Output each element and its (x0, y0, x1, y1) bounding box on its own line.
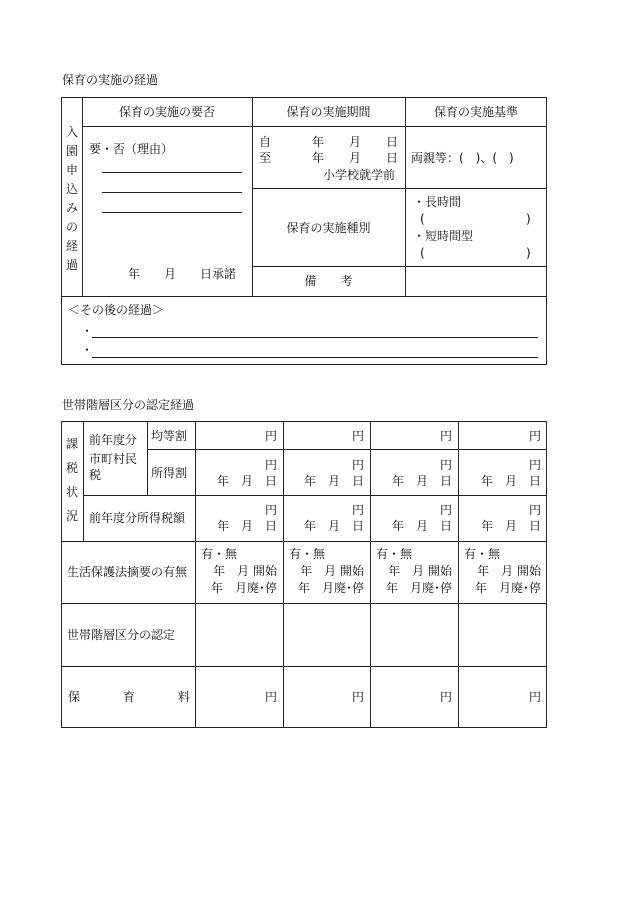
short-hours-option: ・短時間型 (413, 229, 474, 243)
col2-tax-date: 年 月 日 (303, 519, 364, 533)
header-need: 保育の実施の要否 (118, 105, 215, 119)
col4-tax-yen: 円 (528, 503, 541, 517)
col1-start: 年 月 開始 (213, 564, 277, 578)
paren-open: ( (420, 246, 425, 260)
section2-title: 世帯階層区分の認定経過 (62, 398, 195, 412)
col3-start: 年 月 開始 (388, 564, 452, 578)
income-share-label: 所得割 (151, 466, 188, 480)
divider (252, 188, 547, 189)
col3-tax-yen: 円 (439, 503, 452, 517)
col2-start: 年 月 開始 (300, 564, 364, 578)
divider (61, 296, 547, 297)
remarks-label: 備 考 (304, 274, 353, 288)
col4-equal-yen: 円 (528, 429, 541, 443)
application-history-label: 入園申込みの経過 (65, 125, 78, 272)
col4-start: 年 月 開始 (477, 564, 541, 578)
type-label: 保育の実施種別 (286, 221, 371, 235)
prev-year-label: 前年度分 (89, 433, 138, 447)
col4-stop: 年 月廃･停 (474, 581, 541, 595)
divider (83, 421, 84, 541)
equal-share-label: 均等割 (151, 429, 188, 443)
from-month: 月 (349, 135, 362, 149)
header-period: 保育の実施期間 (286, 105, 371, 119)
col3-tax-date: 年 月 日 (391, 519, 452, 533)
col1-tax-yen: 円 (264, 503, 277, 517)
parents-label: 両親等：( )、( ) (411, 151, 514, 165)
col2-fee-yen: 円 (351, 690, 364, 704)
col1-income-yen: 円 (264, 458, 277, 472)
col2-income-yen: 円 (351, 458, 364, 472)
divider (370, 421, 371, 728)
divider (283, 421, 284, 728)
col2-income-date: 年 月 日 (303, 474, 364, 488)
col4-tax-date: 年 月 日 (480, 519, 541, 533)
period-to-label: 至 (259, 151, 272, 165)
col2-yes-no: 有・無 (289, 547, 326, 561)
col3-stop: 年 月廃･停 (385, 581, 452, 595)
fee-label: 保 育 料 (68, 690, 190, 704)
col1-fee-yen: 円 (264, 690, 277, 704)
header-standard: 保育の実施基準 (433, 105, 518, 119)
bullet: ・ (81, 324, 94, 338)
afterward-label: ＜その後の経過＞ (68, 303, 165, 317)
divider (458, 421, 459, 728)
afterward-line-2[interactable] (92, 357, 538, 358)
need-reason-label: 要・否（理由） (89, 142, 174, 156)
prev-income-tax-label: 前年度分所得税額 (89, 511, 186, 525)
reason-line-2[interactable] (102, 192, 242, 193)
col2-equal-yen: 円 (351, 429, 364, 443)
from-day: 日 (386, 135, 399, 149)
divider (252, 266, 547, 267)
tax-status-label: 課税状況 (65, 437, 78, 523)
col3-equal-yen: 円 (439, 429, 452, 443)
period-from-label: 自 (259, 135, 272, 149)
elementary-label: 小学校就学前 (323, 168, 396, 182)
col2-tax-yen: 円 (351, 503, 364, 517)
col4-yes-no: 有・無 (464, 547, 501, 561)
paren-close: ) (526, 212, 531, 226)
household-class-label: 世帯階層区分の認定 (67, 628, 176, 642)
approval-date: 年 月 日承諾 (128, 267, 237, 281)
col2-stop: 年 月廃･停 (297, 581, 364, 595)
divider (147, 449, 547, 450)
divider (61, 603, 547, 604)
col1-yes-no: 有・無 (201, 547, 238, 561)
col3-fee-yen: 円 (439, 690, 452, 704)
divider (195, 421, 196, 728)
to-day: 日 (386, 151, 399, 165)
municipal-tax-label: 市町村民税 (89, 452, 138, 482)
col4-income-yen: 円 (528, 458, 541, 472)
col3-income-date: 年 月 日 (391, 474, 452, 488)
from-year: 年 (312, 135, 325, 149)
divider (83, 495, 547, 496)
col1-equal-yen: 円 (264, 429, 277, 443)
long-hours-option: ・長時間 (413, 195, 462, 209)
col4-fee-yen: 円 (528, 690, 541, 704)
to-month: 月 (349, 151, 362, 165)
afterward-line-1[interactable] (92, 337, 538, 338)
col1-stop: 年 月廃･停 (210, 581, 277, 595)
welfare-label: 生活保護法摘要の有無 (67, 565, 188, 579)
reason-line-3[interactable] (102, 212, 242, 213)
col1-tax-date: 年 月 日 (216, 519, 277, 533)
section1-title: 保育の実施の経過 (62, 73, 159, 87)
divider (61, 666, 547, 667)
col4-income-date: 年 月 日 (480, 474, 541, 488)
to-year: 年 (312, 151, 325, 165)
paren-close: ) (526, 246, 531, 260)
divider (147, 421, 148, 495)
col3-income-yen: 円 (439, 458, 452, 472)
paren-open: ( (420, 212, 425, 226)
divider (82, 126, 547, 127)
col1-income-date: 年 月 日 (216, 474, 277, 488)
divider (61, 541, 547, 542)
bullet: ・ (81, 343, 94, 357)
col3-yes-no: 有・無 (376, 547, 413, 561)
reason-line-1[interactable] (102, 172, 242, 173)
